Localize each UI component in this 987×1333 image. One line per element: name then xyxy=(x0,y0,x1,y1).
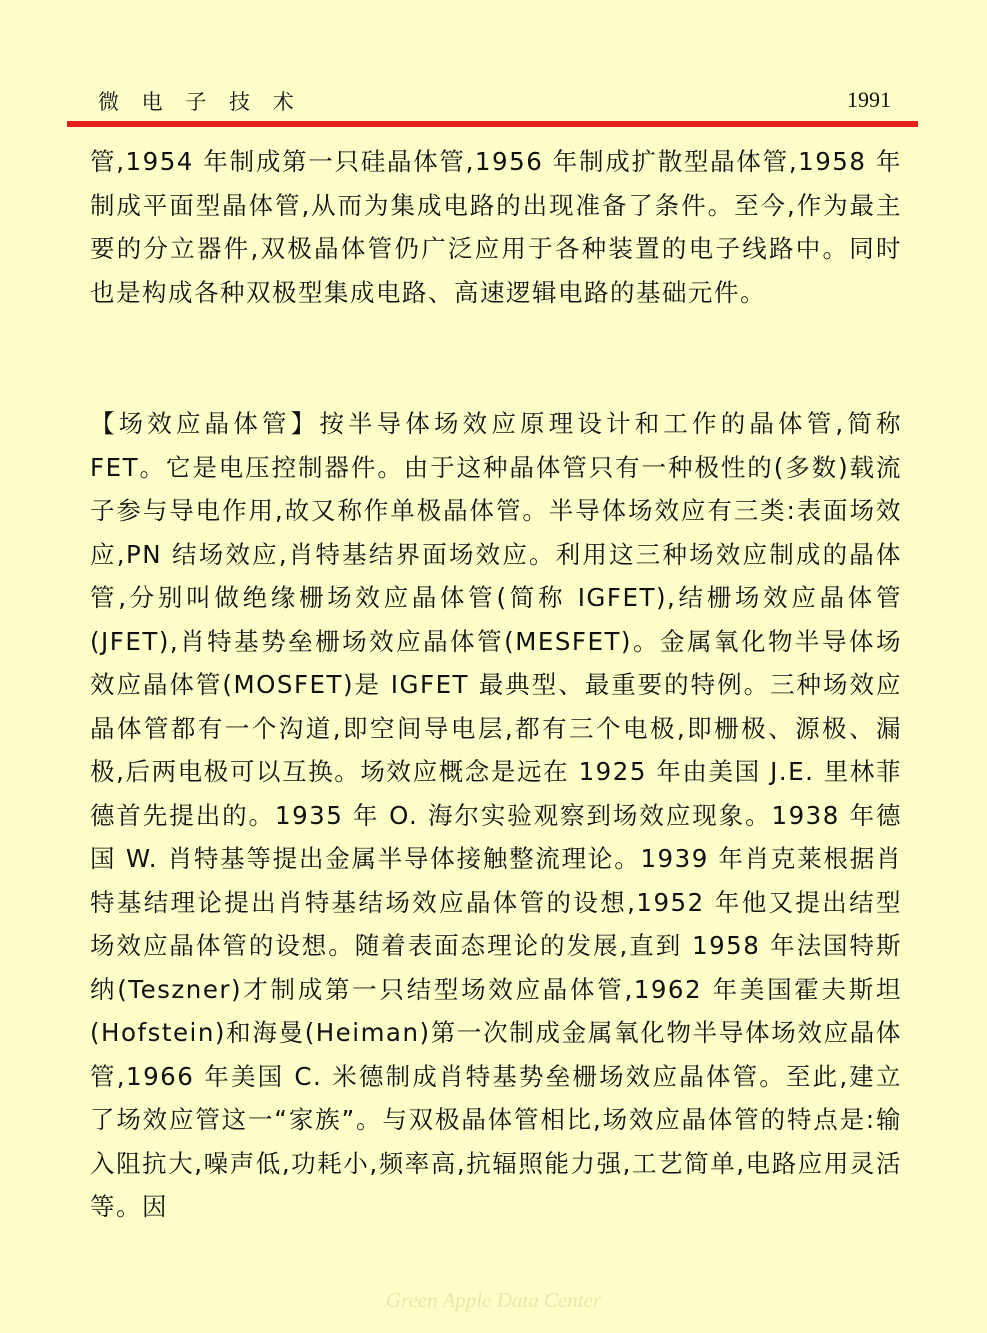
page-number: 1991 xyxy=(847,87,891,112)
header-title: 微 电 子 技 术 xyxy=(98,90,302,114)
paragraph: 【场效应晶体管】按半导体场效应原理设计和工作的晶体管,简称 FET。它是电压控制器件。由于这种晶体管只有一种极性的(多数)载流子参与导电作用,故又称作单极晶体管。半导体场效应有三类:表面场效应,PN 结场效应,肖特基结界面场效应。利用这三种场效应制成的晶体管,分别叫做绝缘栅场效应晶体管(简称 IGFET),结栅场效应晶体管(JFET),肖特基势垒栅场效应晶体管(MESFET)。金属氧化物半导体场效应晶体管(MOSFET)是 IGFET 最典型、最重要的特例。三种场效应晶体管都有一个沟道,即空间导电层,都有三个电极,即栅极、源极、漏极,后两电极可以互换。场效应概念是远在 1925 年由美国 J.E. 里林菲德首先提出的。1935 年 O. 海尔实验观察到场效应现象。1938 年德国 W. 肖特基等提出金属半导体接触整流理论。1939 年肖克莱根据肖特基结理论提出肖特基结场效应晶体管的设想,1952 年他又提出结型场效应晶体管的设想。随着表面态理论的发展,直到 1958 年法国特斯纳(Teszner)才制成第一只结型场效应晶体管,1962 年美国霍夫斯坦(Hofstein)和海曼(Heiman)第一次制成金属氧化物半导体场效应晶体管,1966 年美国 C. 米德制成肖特基势垒栅场效应晶体管。至此,建立了场效应管这一“家族”。与双极晶体管相比,场效应晶体管的特点是:输入阻抗大,噪声低,功耗小,频率高,抗辐照能力强,工艺简单,电路应用灵活等。因 xyxy=(90,409,902,1221)
header-rule xyxy=(67,121,918,127)
watermark: Green Apple Data Center xyxy=(385,1288,602,1312)
paragraph: 管,1954 年制成第一只硅晶体管,1956 年制成扩散型晶体管,1958 年制成平面型晶体管,从而为集成电路的出现准备了条件。至今,作为最主要的分立器件,双极晶体管仍广泛应用于各种装置的电子线路中。同时也是构成各种双极型集成电路、高速逻辑电路的基础元件。 xyxy=(90,147,902,307)
